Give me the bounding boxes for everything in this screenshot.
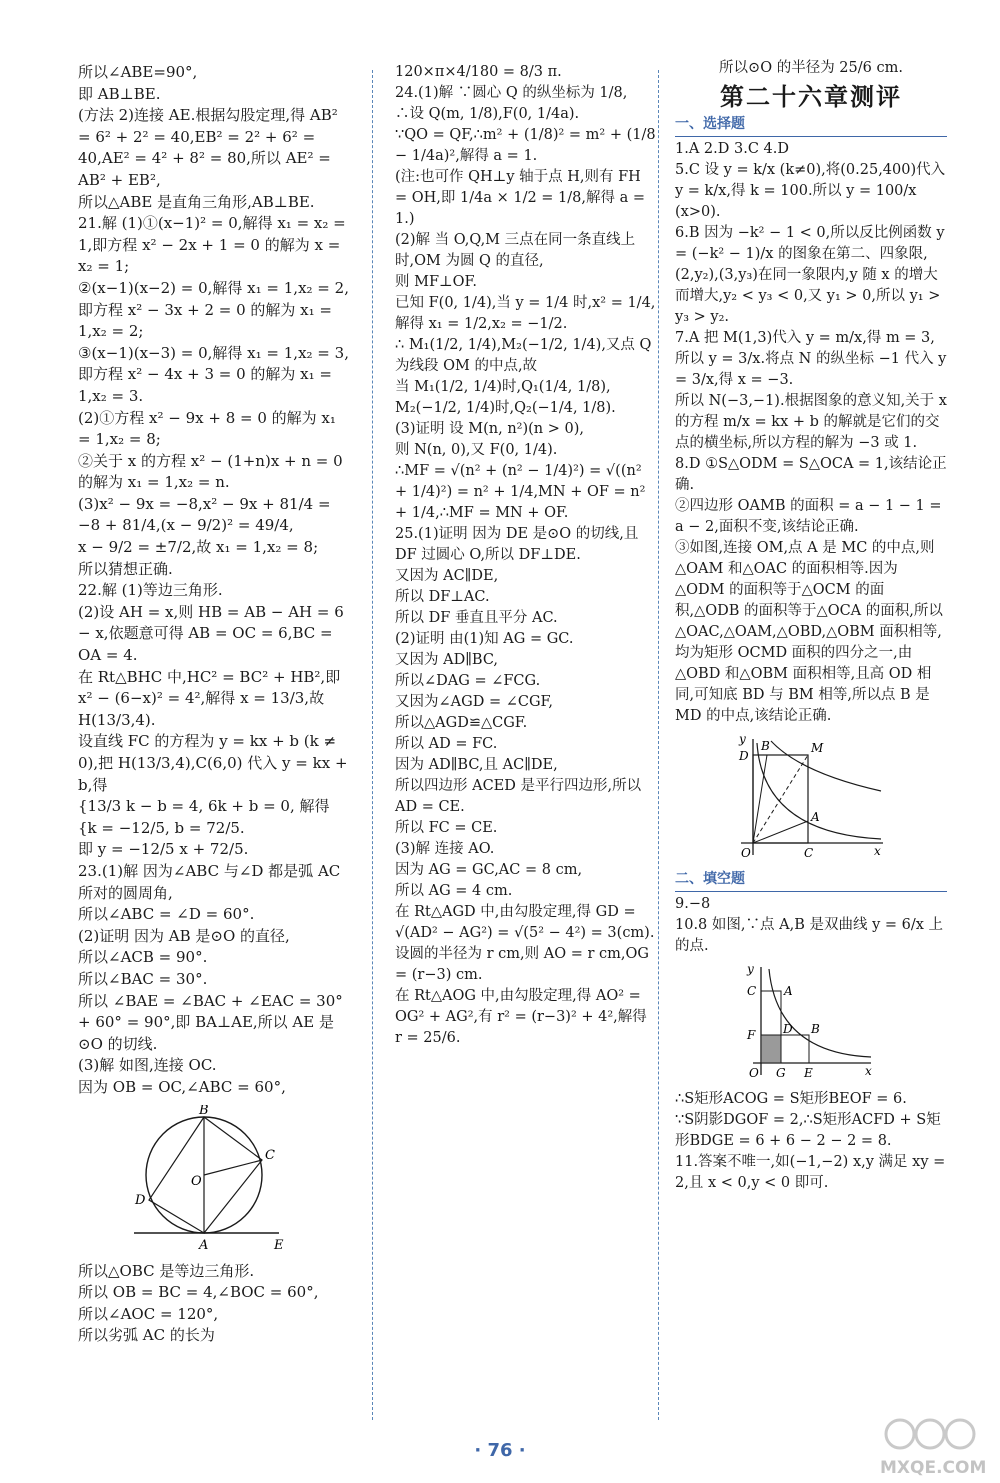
text-line: 则 MF⊥OF. <box>395 274 477 290</box>
column-2 <box>395 62 661 1049</box>
problem-24: 24.(1)解 ∵圆心 Q 的纵坐标为 1/8, <box>395 85 628 101</box>
label-x: x <box>874 844 881 858</box>
label-b: B <box>811 1022 820 1036</box>
text-line: (2)证明 因为 AB 是⊙O 的直径, <box>78 926 290 945</box>
text-line: 8.D ①S△ODM = S△OCA = 1,该结论正确. <box>675 456 947 493</box>
text-line: 所以∠ABE=90°, <box>78 63 198 81</box>
watermark-text: MXQE.COM <box>880 1458 987 1478</box>
label-y: y <box>747 963 754 976</box>
text-line: M₂(−1/2, 1/4)时,Q₂(−1/4, 1/8). <box>395 400 616 416</box>
column-divider-1 <box>372 70 374 1420</box>
hyperbola-rectangle-figure <box>731 733 891 863</box>
label-m: M <box>811 741 824 755</box>
text-line: (3)证明 设 M(n, n²)(n > 0), <box>395 421 584 437</box>
text-line: 所以猜想正确. <box>78 559 173 578</box>
text-line: (2)解 当 O,Q,M 三点在同一条直线上时,OM 为圆 Q 的直径, <box>395 232 636 269</box>
text-line: 所以∠DAG = ∠FCG. <box>395 673 541 689</box>
label-d: D <box>739 749 749 763</box>
segment-oa <box>753 821 808 843</box>
label-o: O <box>191 1173 202 1189</box>
text-line: 7.A 把 M(1,3)代入 y = m/x,得 m = 3,所以 y = 3/x.将点 N 的纵坐标 −1 代入 y = 3/x,得 x = −3. <box>675 330 951 388</box>
label-c: C <box>265 1147 275 1163</box>
text-line: 所以△AGD≌△CGF. <box>395 715 528 731</box>
column-1 <box>78 62 353 1347</box>
problem-22: 22.解 (1)等边三角形. <box>78 581 223 600</box>
text-line: 120×π×4/180 = 8/3 π. <box>395 64 562 80</box>
circle-figure <box>129 1105 299 1255</box>
text-line: 所以 N(−3,−1).根据图象的意义知,关于 x 的方程 m/x = kx + b 的解就是它们的交点的横坐标,所以方程的解为 −3 或 1. <box>675 393 952 451</box>
text-line: 因为 OB = OC,∠ABC = 60°, <box>78 1077 286 1096</box>
text-line: (2)证明 由(1)知 AG = GC. <box>395 631 574 647</box>
text-line: (方法 2)连接 AE.根据勾股定理,得 AB² = 6² + 2² = 40,EB² = 2² + 6² = 40,AE² = 4² + 8² = 80,所以 AE² = AB² + EB², <box>78 106 343 189</box>
text-line: {13/3 k − b = 4, 6k + b = 0, 解得 {k = −12/5, b = 72/5. <box>78 797 335 837</box>
label-b: B <box>761 739 770 753</box>
text-line: 设圆的半径为 r cm,则 AO = r cm,OG = (r−3) cm. <box>395 946 654 983</box>
text-line: 所以 DF⊥AC. <box>395 589 490 605</box>
label-y: y <box>739 733 746 746</box>
text-line: 所以∠BAC = 30°. <box>78 969 208 988</box>
text-line: (3)解 如图,连接 OC. <box>78 1056 217 1075</box>
label-d: D <box>783 1022 793 1036</box>
label-g: G <box>776 1066 786 1080</box>
text-line: 所以 DF 垂直且平分 AC. <box>395 610 558 626</box>
text-line: 1.A 2.D 3.C 4.D <box>675 141 789 157</box>
label-c: C <box>747 984 757 998</box>
shaded-square <box>761 1035 781 1063</box>
watermark-logo <box>880 1412 990 1478</box>
text-line: (注:也可作 QH⊥y 轴于点 H,则有 FH = OH,即 1/4a × 1/2 = 1/8,解得 a = 1.) <box>395 169 650 227</box>
label-e: E <box>274 1237 284 1253</box>
segment-ob <box>753 755 767 843</box>
text-line: (2)①方程 x² − 9x + 8 = 0 的解为 x₁ = 1,x₂ = 8; <box>78 408 341 449</box>
text-line: ③(x−1)(x−3) = 0,解得 x₁ = 1,x₂ = 3,即方程 x² − 4x + 3 = 0 的解为 x₁ = 1,x₂ = 3. <box>78 343 349 405</box>
outer-hyperbola <box>771 741 881 791</box>
problem-23: 23.(1)解 因为∠ABC 与∠D 都是弧 AC 所对的圆周角, <box>78 861 346 902</box>
shaded-rectangle-figure <box>741 963 881 1083</box>
text-line: 即 y = −12/5 x + 72/5. <box>78 840 249 859</box>
text-line: 11.答案不唯一,如(−1,−2) x,y 满足 xy = 2,且 x < 0,y < 0 即可. <box>675 1154 950 1191</box>
label-c: C <box>804 846 814 860</box>
text-line: 则 N(n, 0),又 F(0, 1/4). <box>395 442 558 458</box>
text-line: 所以 ∠BAE = ∠BAC + ∠EAC = 30° + 60° = 90°,即 BA⊥AE,所以 AE 是⊙O 的切线. <box>78 991 348 1053</box>
text-line: 所以 OB = BC = 4,∠BOC = 60°, <box>78 1283 319 1302</box>
text-line: 在 Rt△AGD 中,由勾股定理,得 GD = √(AD² − AG²) = √(5² − 4²) = 3(cm). <box>395 904 655 941</box>
hyperbola <box>769 969 871 1057</box>
text-line: ∵QO = QF,∴m² + (1/8)² = m² + (1/8 − 1/4a)²,解得 a = 1. <box>395 127 661 164</box>
text-line: 因为 AG = GC,AC = 8 cm, <box>395 862 583 878</box>
text-line: 所以∠ACB = 90°. <box>78 948 208 967</box>
text-line: 又因为∠AGD = ∠CGF, <box>395 694 553 710</box>
text-line: 所以 FC = CE. <box>395 820 498 836</box>
watermark-icon <box>880 1412 990 1452</box>
text-line: ②关于 x 的方程 x² − (1+n)x + n = 0 的解为 x₁ = 1,x₂ = n. <box>78 451 348 492</box>
text-line: 又因为 AD∥BC, <box>395 652 499 668</box>
text-line: ∴ M₁(1/2, 1/4),M₂(−1/2, 1/4),又点 Q 为线段 OM 的中点,故 <box>395 337 657 374</box>
chapter-title: 第二十六章测评 <box>720 83 902 111</box>
text-line: 因为 AD∥BC,且 AC∥DE, <box>395 757 558 773</box>
text-line: 所以∠AOC = 120°, <box>78 1304 219 1323</box>
label-a: A <box>199 1237 209 1253</box>
text-line: ∴MF = √(n² + (n² − 1/4)²) = √((n² + 1/4)²) = n² + 1/4,MN + OF = n² + 1/4,∴MF = MN + OF. <box>395 463 651 521</box>
text-line: 所以四边形 ACED 是平行四边形,所以 AD = CE. <box>395 778 646 815</box>
label-a: A <box>811 810 820 824</box>
section-heading-fill: 二、填空题 <box>675 869 947 892</box>
label-f: F <box>747 1028 756 1042</box>
label-d: D <box>135 1192 146 1208</box>
label-x: x <box>865 1064 872 1078</box>
radius-oc <box>204 1160 262 1175</box>
text-line: 6.B 因为 −k² − 1 < 0,所以反比例函数 y = (−k² − 1)/x 的图象在第二、四象限,(2,y₂),(3,y₃)在同一象限内,y 随 x 的增大而增大,y₂ < y₃ < 0,又 y₁ > 0,所以 y₁ > y₃ > y₂. <box>675 225 950 325</box>
text-line: ②四边形 OAMB 的面积 = a − 1 − 1 = a − 2,面积不变,该结论正确. <box>675 498 947 535</box>
label-o: O <box>741 846 751 860</box>
text-line: 所以劣弧 AC 的长为 <box>78 1326 215 1345</box>
text-line: 所以∠ABC = ∠D = 60°. <box>78 905 255 924</box>
text-line: 10.8 如图,∵点 A,B 是双曲线 y = 6/x 上的点. <box>675 917 944 954</box>
label-a: A <box>784 984 793 998</box>
text-line: ∴设 Q(m, 1/8),F(0, 1/4a). <box>395 106 580 122</box>
problem-25: 25.(1)证明 因为 DE 是⊙O 的切线,且 DF 过圆心 O,所以 DF⊥DE. <box>395 526 644 563</box>
text-line: (2)设 AH = x,则 HB = AB − AH = 6 − x,依题意可得 AB = OC = 6,BC = OA = 4. <box>78 602 349 665</box>
text-line: 所以⊙O 的半径为 25/6 cm. <box>719 60 903 76</box>
text-line: 设直线 FC 的方程为 y = kx + b (k ≠ 0),把 H(13/3,4),C(6,0) 代入 y = kx + b,得 <box>78 732 353 794</box>
text-line: (3)x² − 9x = −8,x² − 9x + 81/4 = −8 + 81/4,(x − 9/2)² = 49/4, <box>78 494 336 535</box>
text-line: 5.C 设 y = k/x (k≠0),将(0.25,400)代入 y = k/x,得 k = 100.所以 y = 100/x (x>0). <box>675 162 950 220</box>
text-line: 所以 AG = 4 cm. <box>395 883 513 899</box>
text-line: ∴S矩形ACOG = S矩形BEOF = 6. <box>675 1091 907 1107</box>
label-o: O <box>749 1066 759 1080</box>
text-line: 已知 F(0, 1/4),当 y = 1/4 时,x² = 1/4,解得 x₁ = 1/2,x₂ = −1/2. <box>395 295 656 332</box>
text-line: (3)解 连接 AO. <box>395 841 495 857</box>
column-3 <box>675 58 952 1194</box>
section-heading-choice: 一、选择题 <box>675 114 947 137</box>
text-line: 9.−8 <box>675 896 711 912</box>
label-b: B <box>199 1104 209 1118</box>
problem-21: 21.解 (1)①(x−1)² = 0,解得 x₁ = x₂ = 1,即方程 x² − 2x + 1 = 0 的解为 x = x₂ = 1; <box>78 214 351 276</box>
text-line: 所以△OBC 是等边三角形. <box>78 1261 255 1280</box>
inner-hyperbola <box>757 743 881 839</box>
text-line: ②(x−1)(x−2) = 0,解得 x₁ = 1,x₂ = 2,即方程 x² − 3x + 2 = 0 的解为 x₁ = 1,x₂ = 2; <box>78 278 349 341</box>
text-line: 在 Rt△BHC 中,HC² = BC² + HB²,即 x² − (6−x)² = 4²,解得 x = 13/3,故 H(13/3,4). <box>78 667 345 729</box>
text-line: 所以 AD = FC. <box>395 736 498 752</box>
label-e: E <box>804 1066 813 1080</box>
text-line: ③如图,连接 OM,点 A 是 MC 的中点,则△OAM 和△OAC 的面积相等.因为△ODM 的面积等于△OCM 的面积,△ODB 的面积等于△OCA 的面积,所以△OAC,△OAM,△OBD,△OBM 面积相等,均为矩形 OCMD 面积的四分之一,由△OBD 和△OBM 面积相等,且高 OD 相同,可知底 BD 与 BM 相等,所以点 B 是 MD 的中点,该结论正确. <box>675 540 943 724</box>
text-line: 在 Rt△AOG 中,由勾股定理,得 AO² = OG² + AG²,有 r² = (r−3)² + 4²,解得 r = 25/6. <box>395 988 652 1046</box>
page-number: · 76 · <box>474 1440 526 1461</box>
text-line: x − 9/2 = ±7/2,故 x₁ = 1,x₂ = 8; <box>78 538 319 557</box>
text-line: ∵S阴影DGOF = 2,∴S矩形ACFD + S矩形BDGE = 6 + 6 − 2 − 2 = 8. <box>675 1112 941 1149</box>
text-line: 即 AB⊥BE. <box>78 84 161 103</box>
text-line: 所以△ABE 是直角三角形,AB⊥BE. <box>78 192 315 211</box>
text-line: 当 M₁(1/2, 1/4)时,Q₁(1/4, 1/8), <box>395 379 611 395</box>
text-line: 又因为 AC∥DE, <box>395 568 499 584</box>
column-divider-2 <box>658 70 660 1420</box>
